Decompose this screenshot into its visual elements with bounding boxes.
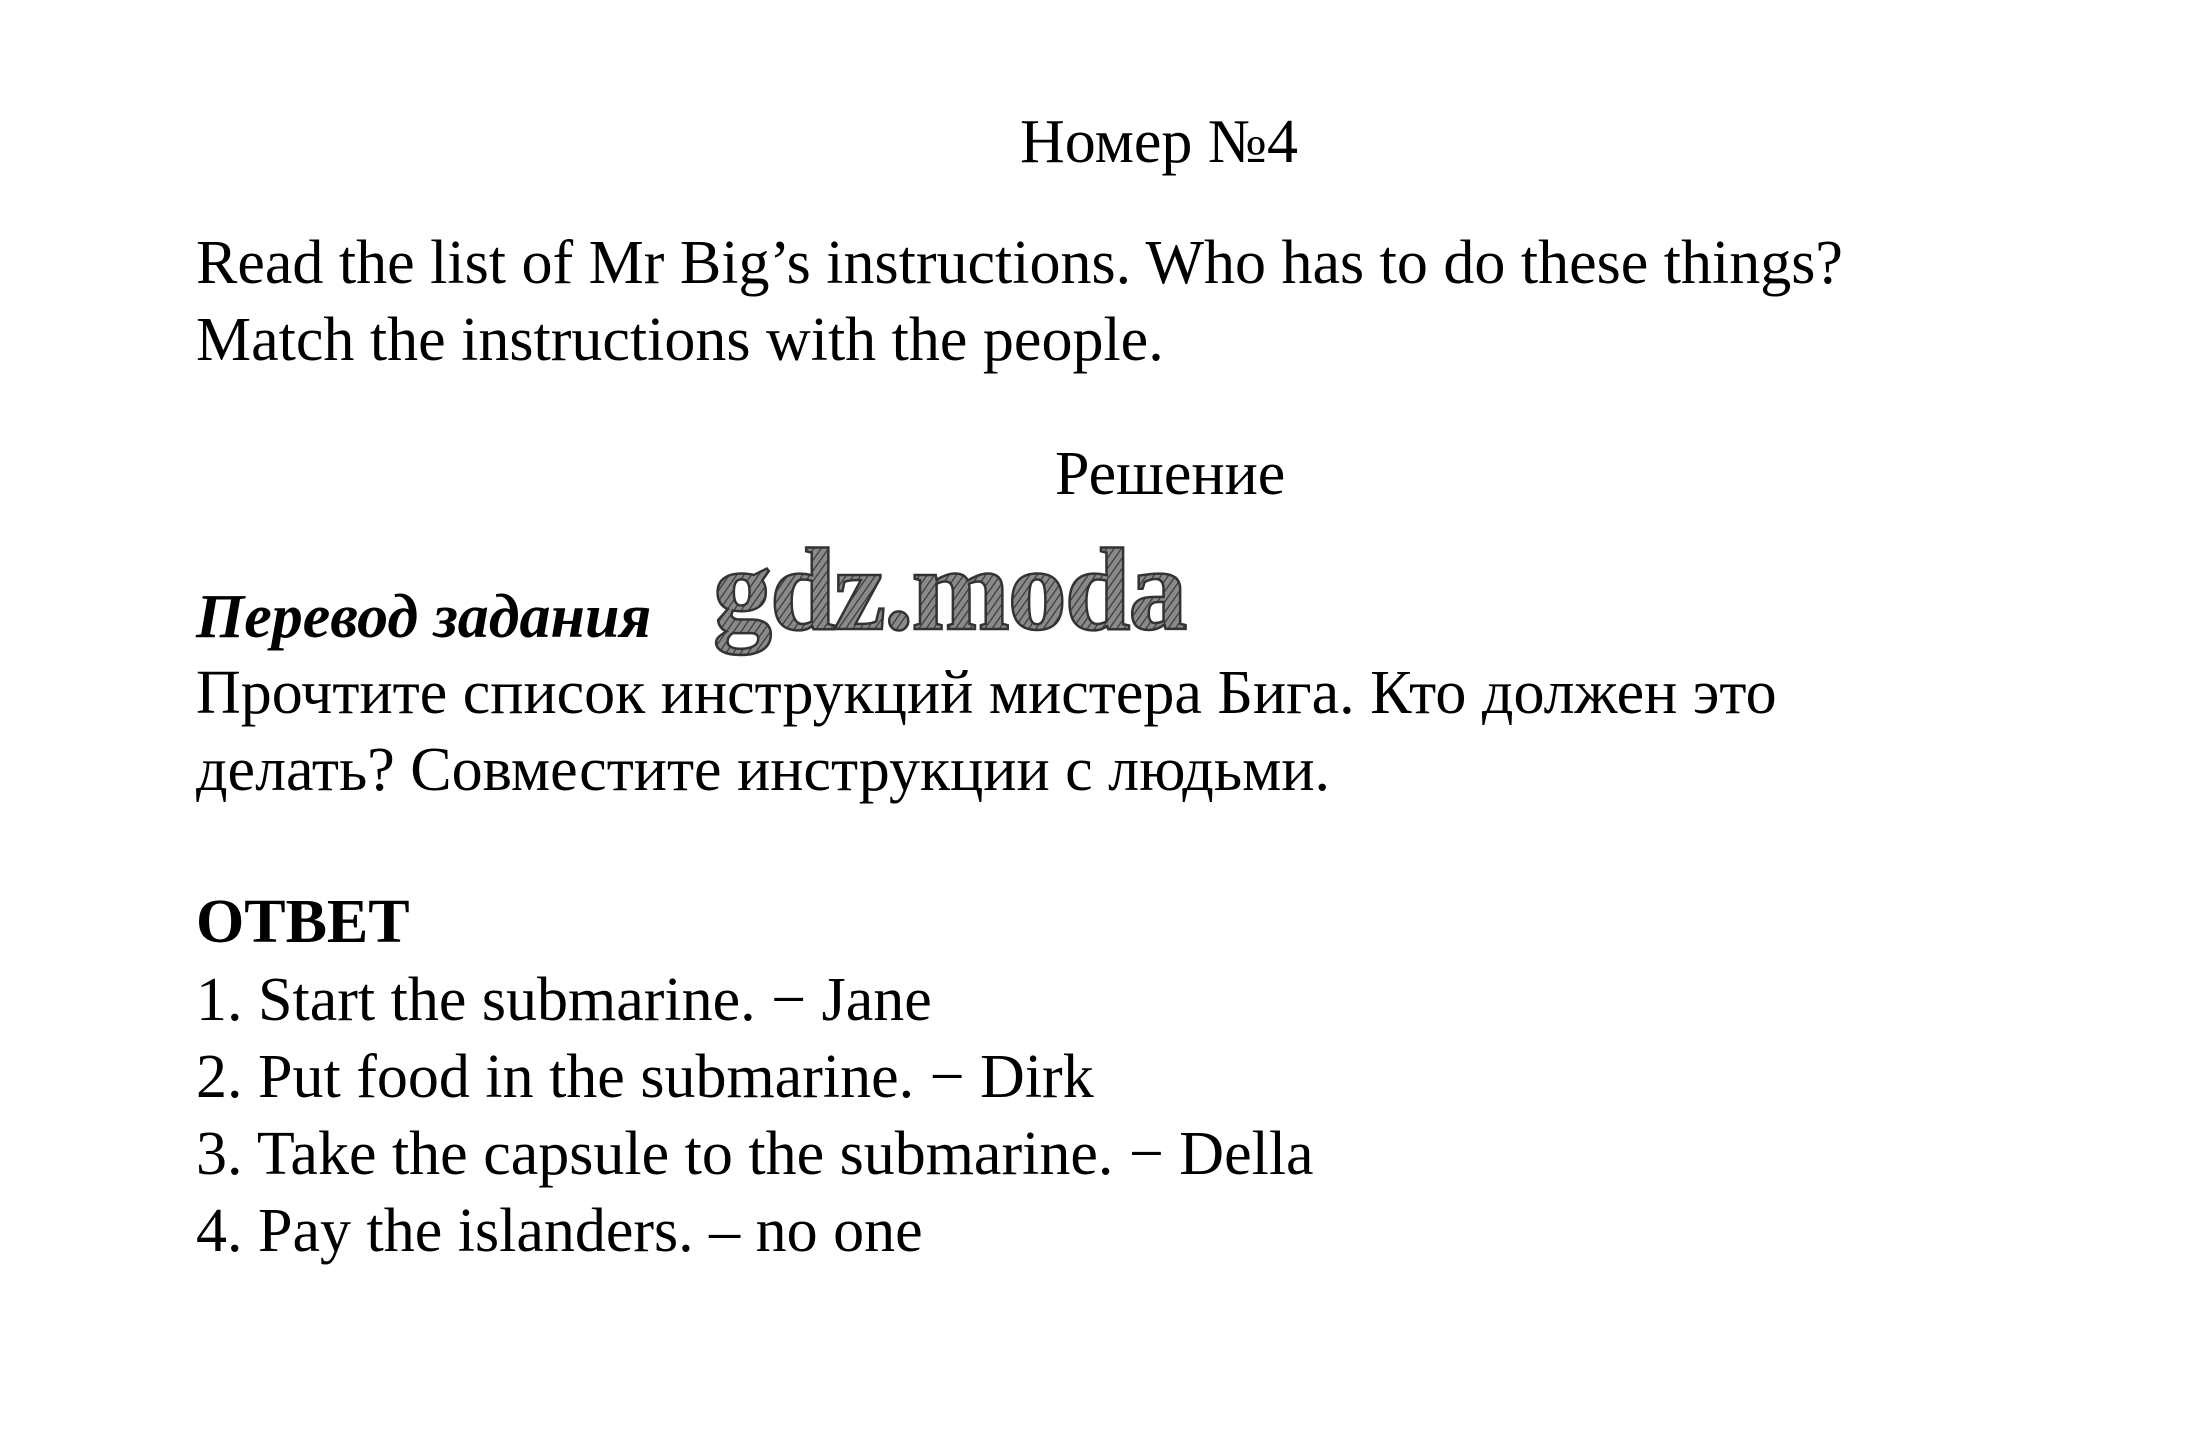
answer-item: 3. Take the capsule to the submarine. − Della bbox=[196, 1120, 1314, 1188]
answer-heading: ОТВЕТ bbox=[196, 888, 410, 956]
translation-line: Прочтите список инструкций мистера Бига. Кто должен это bbox=[196, 659, 1777, 727]
svg-text:gdz.moda: gdz.moda bbox=[713, 525, 1186, 655]
task-text-english bbox=[196, 225, 2116, 379]
answer-list bbox=[196, 962, 1314, 1270]
answer-item: 1. Start the submarine. − Jane bbox=[196, 966, 932, 1034]
translation-heading: Перевод задания bbox=[196, 583, 652, 651]
task-text-russian bbox=[196, 655, 1777, 809]
task-line: Read the list of Mr Big’s instructions. Who has to do these things? bbox=[196, 229, 1843, 297]
page-title: Номер №4 bbox=[1020, 108, 1299, 176]
translation-line: делать? Совместите инструкции с людьми. bbox=[196, 736, 1331, 804]
watermark-logo bbox=[705, 525, 1345, 665]
answer-item: 4. Pay the islanders. – no one bbox=[196, 1197, 923, 1265]
task-line: Match the instructions with the people. bbox=[196, 306, 1164, 374]
solution-label: Решение bbox=[1055, 440, 1286, 508]
answer-item: 2. Put food in the submarine. − Dirk bbox=[196, 1043, 1094, 1111]
